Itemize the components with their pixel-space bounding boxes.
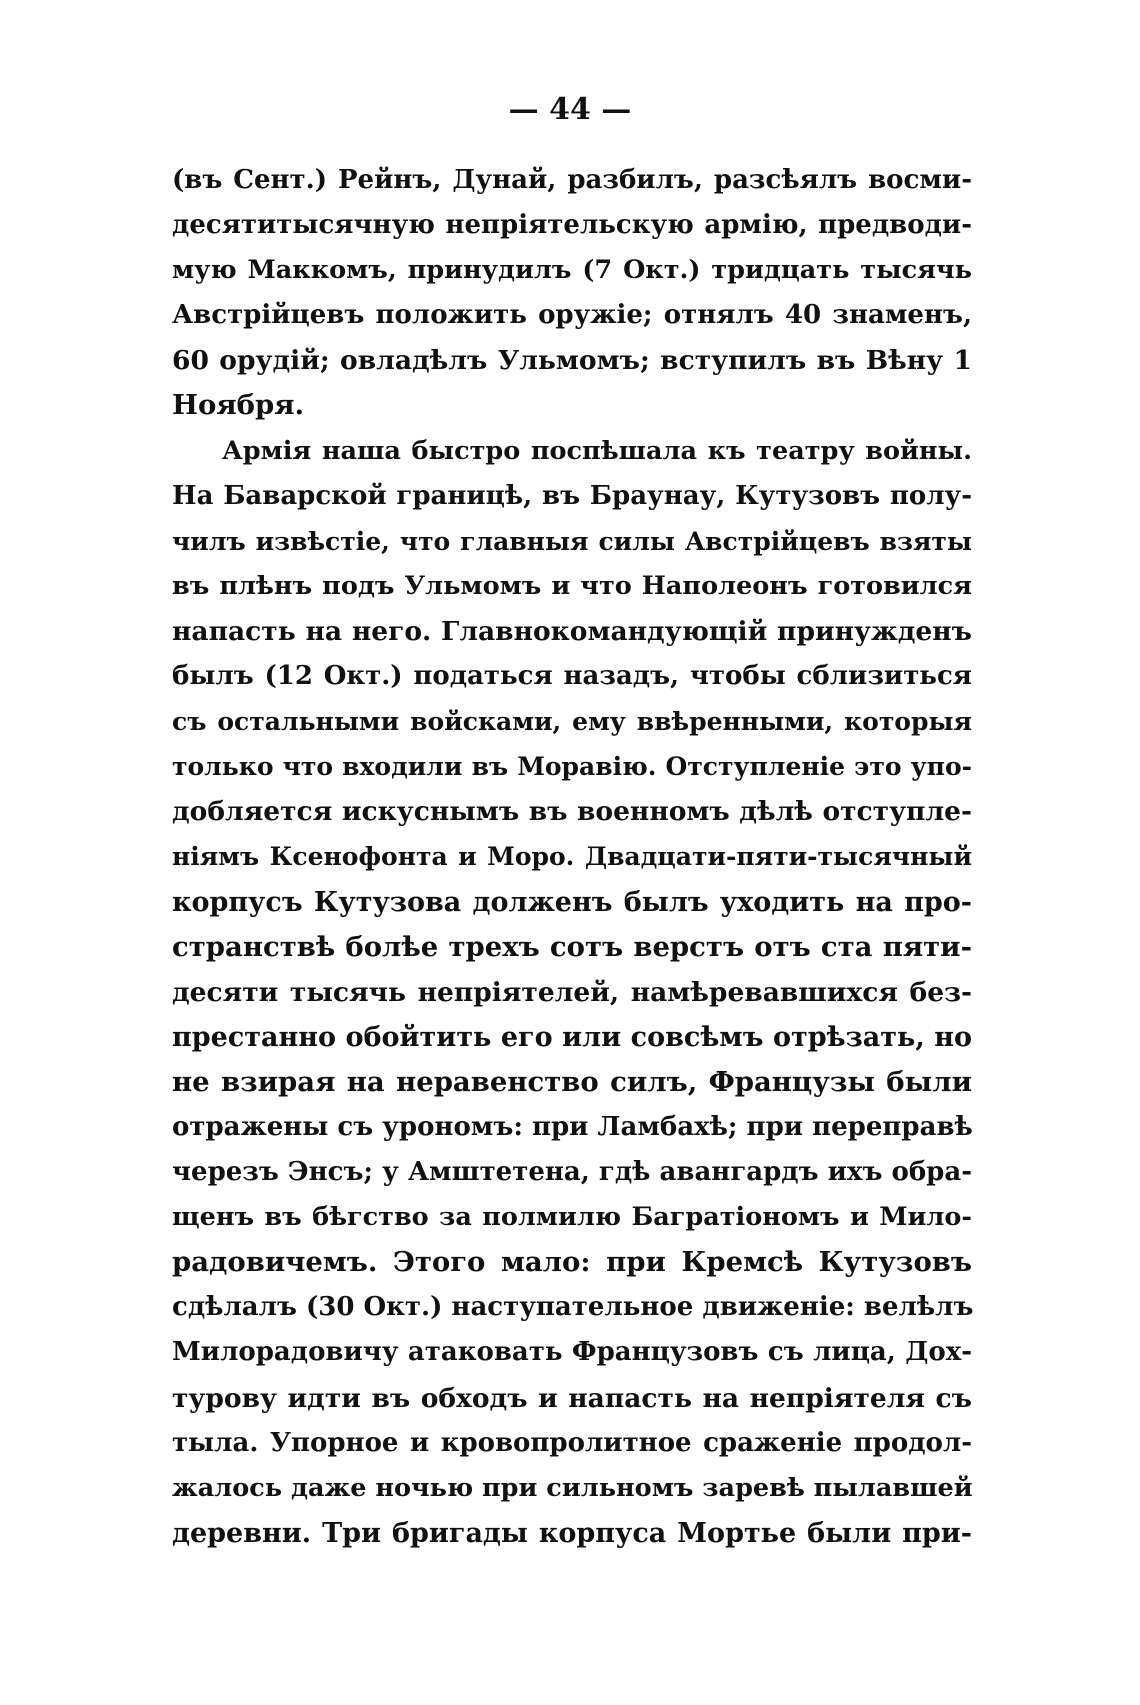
text-line: Австрійцевъ положить оружіе; отнялъ 40 знаменъ, xyxy=(172,300,972,331)
text-line: странствѣ болѣе трехъ сотъ верстъ отъ ста пяти- xyxy=(172,930,972,963)
text-line: ніямъ Ксенофонта и Моро. Двадцати-пяти-тысячный xyxy=(172,842,972,872)
text-line: престанно обойтить его или совсѣмъ отрѣзать, но xyxy=(172,1021,972,1053)
page-number: — 44 — xyxy=(508,92,632,127)
text-line: сдѣлалъ (30 Окт.) наступательное движеніе: велѣлъ xyxy=(172,1292,974,1323)
text-line: 60 орудій; овладѣлъ Ульмомъ; вступилъ въ Вѣну 1 xyxy=(172,345,972,377)
paragraph-start-line: Армія наша быстро поспѣшала къ театру войны. xyxy=(222,435,972,466)
text-line: чилъ извѣстіе, что главныя силы Австрійцевъ взяты xyxy=(172,526,972,556)
text-line: жалось даже ночью при сильномъ заревѣ пылавшей xyxy=(172,1472,973,1503)
text-line: мую Маккомъ, принудилъ (7 Окт.) тридцать тысячь xyxy=(172,255,972,286)
text-line: десятитысячную непріятельскую армію, предводи- xyxy=(172,210,972,241)
text-line: въ плѣнъ подъ Ульмомъ и что Наполеонъ готовился xyxy=(172,570,972,601)
text-line: турову идти въ обходъ и напасть на непріятеля съ xyxy=(172,1382,972,1414)
body-text xyxy=(172,158,972,1556)
text-line: только что входили въ Моравію. Отступленіе это упо- xyxy=(172,752,972,782)
text-line: черезъ Энсъ; у Амштетена, гдѣ авангардъ ихъ обра- xyxy=(172,1157,972,1188)
text-line: десяти тысячь непріятелей, намѣревавшихся без- xyxy=(172,976,972,1008)
text-line: съ остальными войсками, ему ввѣренными, которыя xyxy=(172,707,972,737)
text-line: добляется искуснымъ въ военномъ дѣлѣ отступле- xyxy=(172,796,972,828)
text-line: Ноября. xyxy=(172,389,305,422)
text-line: На Баварской границѣ, въ Браунау, Кутузовъ полу- xyxy=(172,480,972,511)
text-line: щенъ въ бѣгство за полмилю Багратіономъ и Мило- xyxy=(172,1202,972,1233)
text-line: (въ Сент.) Рейнъ, Дунай, разбилъ, разсѣялъ восми- xyxy=(172,165,972,195)
text-line: деревни. Три бригады корпуса Мортье были при- xyxy=(172,1517,972,1549)
text-line: тыла. Упорное и кровопролитное сраженіе продол- xyxy=(172,1427,972,1458)
text-line: радовичемъ. Этого мало: при Кремсѣ Кутузовъ xyxy=(172,1246,972,1279)
text-line: не взирая на неравенство силъ, Французы были xyxy=(172,1065,972,1098)
text-line: отражены съ урономъ: при Ламбахѣ; при переправѣ xyxy=(172,1111,973,1142)
text-line: напасть на него. Главнокомандующій принужденъ xyxy=(172,615,972,647)
text-line: Милорадовичу атаковать Французовъ съ лица, Дох- xyxy=(172,1337,972,1368)
text-line: былъ (12 Окт.) податься назадъ, чтобы сблизиться xyxy=(172,661,972,692)
text-line: корпусъ Кутузова долженъ былъ уходить на про- xyxy=(172,886,972,918)
